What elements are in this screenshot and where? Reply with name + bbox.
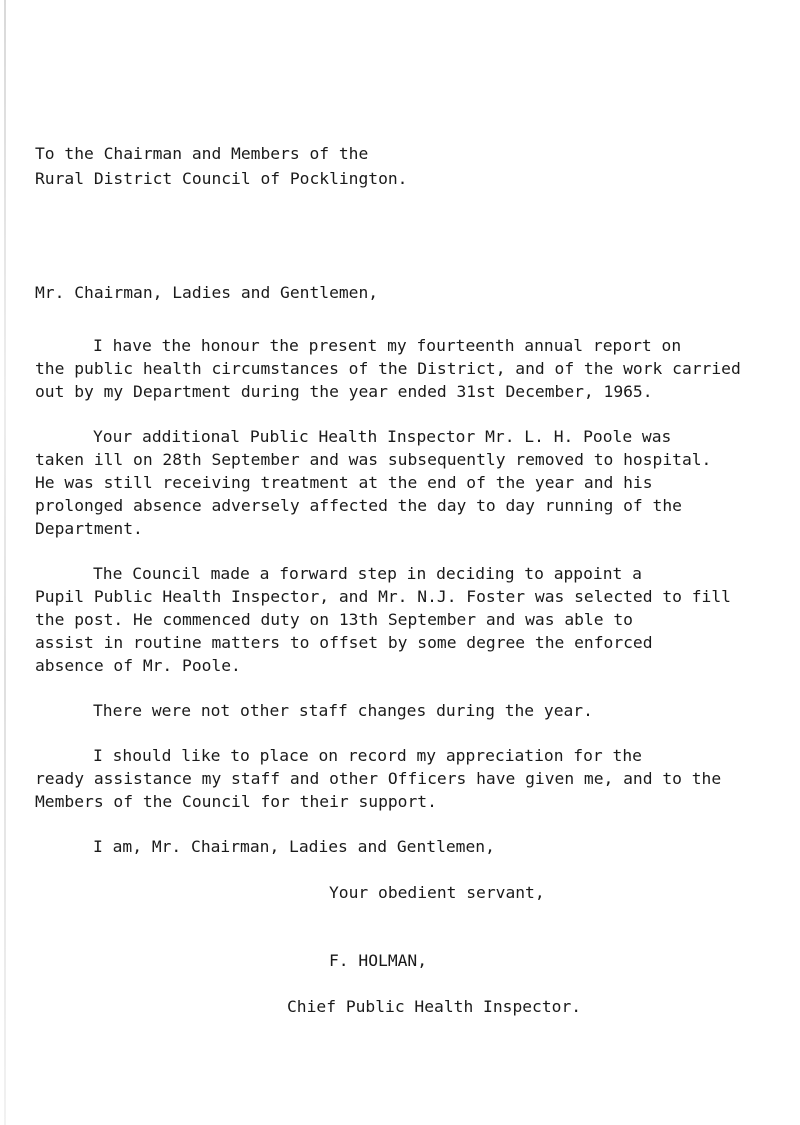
closing-line: I am, Mr. Chairman, Ladies and Gentlemen, (93, 837, 495, 856)
paragraph-1-line-2: the public health circumstances of the District, and of the work carried (35, 359, 741, 378)
salutation: Mr. Chairman, Ladies and Gentlemen, (35, 283, 379, 302)
signature-title: Chief Public Health Inspector. (287, 997, 582, 1016)
paragraph-3-line-5: absence of Mr. Poole. (35, 656, 241, 675)
valediction: Your obedient servant, (329, 883, 545, 902)
paragraph-1-line-3: out by my Department during the year ended 31st December, 1965. (35, 382, 653, 401)
paragraph-2-line-4: prolonged absence adversely affected the day to day running of the (35, 496, 682, 515)
scan-edge-shadow (4, 0, 6, 1125)
paragraph-4-line-1: There were not other staff changes during the year. (93, 701, 593, 720)
paragraph-2-line-1: Your additional Public Health Inspector Mr. L. H. Poole was (93, 427, 672, 446)
addressee-line-1: To the Chairman and Members of the (35, 144, 369, 163)
paragraph-2-line-5: Department. (35, 519, 143, 538)
paragraph-1-line-1: I have the honour the present my fourteenth annual report on (93, 336, 682, 355)
paragraph-3-line-4: assist in routine matters to offset by some degree the enforced (35, 633, 653, 652)
paragraph-3-line-1: The Council made a forward step in deciding to appoint a (93, 564, 642, 583)
paragraph-2-line-3: He was still receiving treatment at the end of the year and his (35, 473, 653, 492)
addressee-line-2: Rural District Council of Pocklington. (35, 169, 408, 188)
paragraph-3-line-2: Pupil Public Health Inspector, and Mr. N.J. Foster was selected to fill (35, 587, 731, 606)
paragraph-5-line-1: I should like to place on record my appreciation for the (93, 746, 642, 765)
paragraph-5-line-2: ready assistance my staff and other Officers have given me, and to the (35, 769, 722, 788)
signature-name: F. HOLMAN, (329, 951, 428, 970)
paragraph-3-line-3: the post. He commenced duty on 13th September and was able to (35, 610, 633, 629)
paragraph-5-line-3: Members of the Council for their support. (35, 792, 437, 811)
paragraph-2-line-2: taken ill on 28th September and was subsequently removed to hospital. (35, 450, 712, 469)
